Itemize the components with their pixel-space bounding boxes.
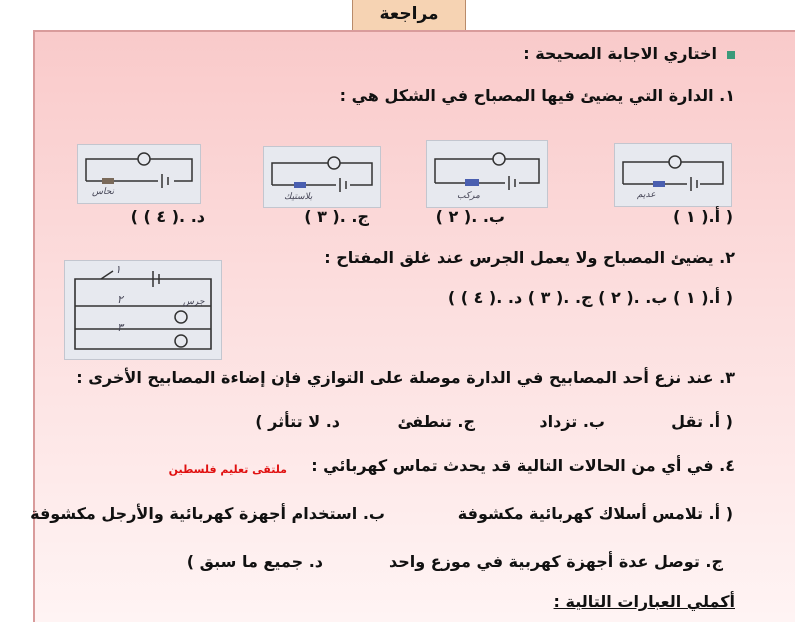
circuit-caption-3: بلاستيك bbox=[284, 192, 313, 202]
circuit-sketch-3 bbox=[264, 147, 380, 207]
q4-option-a[interactable]: ( أ. تلامس أسلاك كهربائية مكشوفة bbox=[457, 504, 733, 523]
q2-label-2: ٢ bbox=[117, 293, 123, 306]
question-2: ٢. يضيئ المصباح ولا يعمل الجرس عند غلق المفتاح : bbox=[324, 248, 735, 267]
q3-option-a[interactable]: ( أ. تقل bbox=[671, 412, 733, 431]
circuit-caption-4: نحاس bbox=[92, 187, 115, 197]
circuit-caption-2: مركب bbox=[457, 191, 480, 201]
circuit-photo-1 bbox=[614, 143, 732, 207]
q1-option-d[interactable]: د. .( ٤ ) ) bbox=[130, 207, 205, 226]
circuit-sketch-1 bbox=[615, 144, 731, 206]
circuit-sketch-2 bbox=[427, 141, 547, 207]
circuit-photo-q2 bbox=[64, 260, 222, 360]
bullet-icon bbox=[727, 51, 735, 59]
page-title: مراجعة bbox=[379, 4, 439, 24]
section2-heading: أكملي العبارات التالية : bbox=[553, 592, 735, 611]
q1-option-a[interactable]: ( أ.( ١ ) bbox=[673, 207, 733, 226]
page-title-tab bbox=[352, 0, 466, 31]
q1-option-c[interactable]: ج. .( ٣ ) bbox=[304, 207, 369, 226]
watermark-note: ملتقى تعليم فلسطين bbox=[168, 463, 287, 476]
q1-option-b[interactable]: ب. .( ٢ ) bbox=[435, 207, 505, 226]
q4-option-c[interactable]: ج. توصل عدة أجهزة كهربية في موزع واحد bbox=[389, 552, 723, 571]
q4-option-b[interactable]: ب. استخدام أجهزة كهربائية والأرجل مكشوفة bbox=[30, 504, 385, 523]
q2-label-3: ٣ bbox=[117, 321, 123, 334]
circuit-caption-1: عديم bbox=[637, 190, 656, 200]
q4-option-d[interactable]: د. جميع ما سبق ) bbox=[186, 552, 323, 571]
question-4: ٤. في أي من الحالات التالية قد يحدث تماس كهربائي : bbox=[311, 456, 735, 475]
q2-label-1: ١ bbox=[115, 263, 121, 276]
q2-options[interactable]: ( أ.( ١ ) ب. .( ٢ ) ج. .( ٣ ) د. .( ٤ ) ) bbox=[447, 288, 733, 307]
q3-option-d[interactable]: د. لا تتأثر ) bbox=[255, 412, 340, 431]
q2-label-bell: جرس bbox=[183, 297, 205, 307]
circuit-photo-4 bbox=[77, 144, 201, 204]
section-heading: اختاري الاجابة الصحيحة : bbox=[523, 44, 735, 63]
q3-option-c[interactable]: ج. تنطفئ bbox=[397, 412, 475, 431]
parallel-circuit-sketch bbox=[65, 261, 221, 359]
question-1: ١. الدارة التي يضيئ فيها المصباح في الشكل هي : bbox=[339, 86, 735, 105]
circuit-photo-2 bbox=[426, 140, 548, 208]
question-3: ٣. عند نزع أحد المصابيح في الدارة موصلة على التوازي فإن إضاءة المصابيح الأخرى : bbox=[76, 368, 735, 387]
q3-option-b[interactable]: ب. تزداد bbox=[539, 412, 605, 431]
circuit-photo-3 bbox=[263, 146, 381, 208]
